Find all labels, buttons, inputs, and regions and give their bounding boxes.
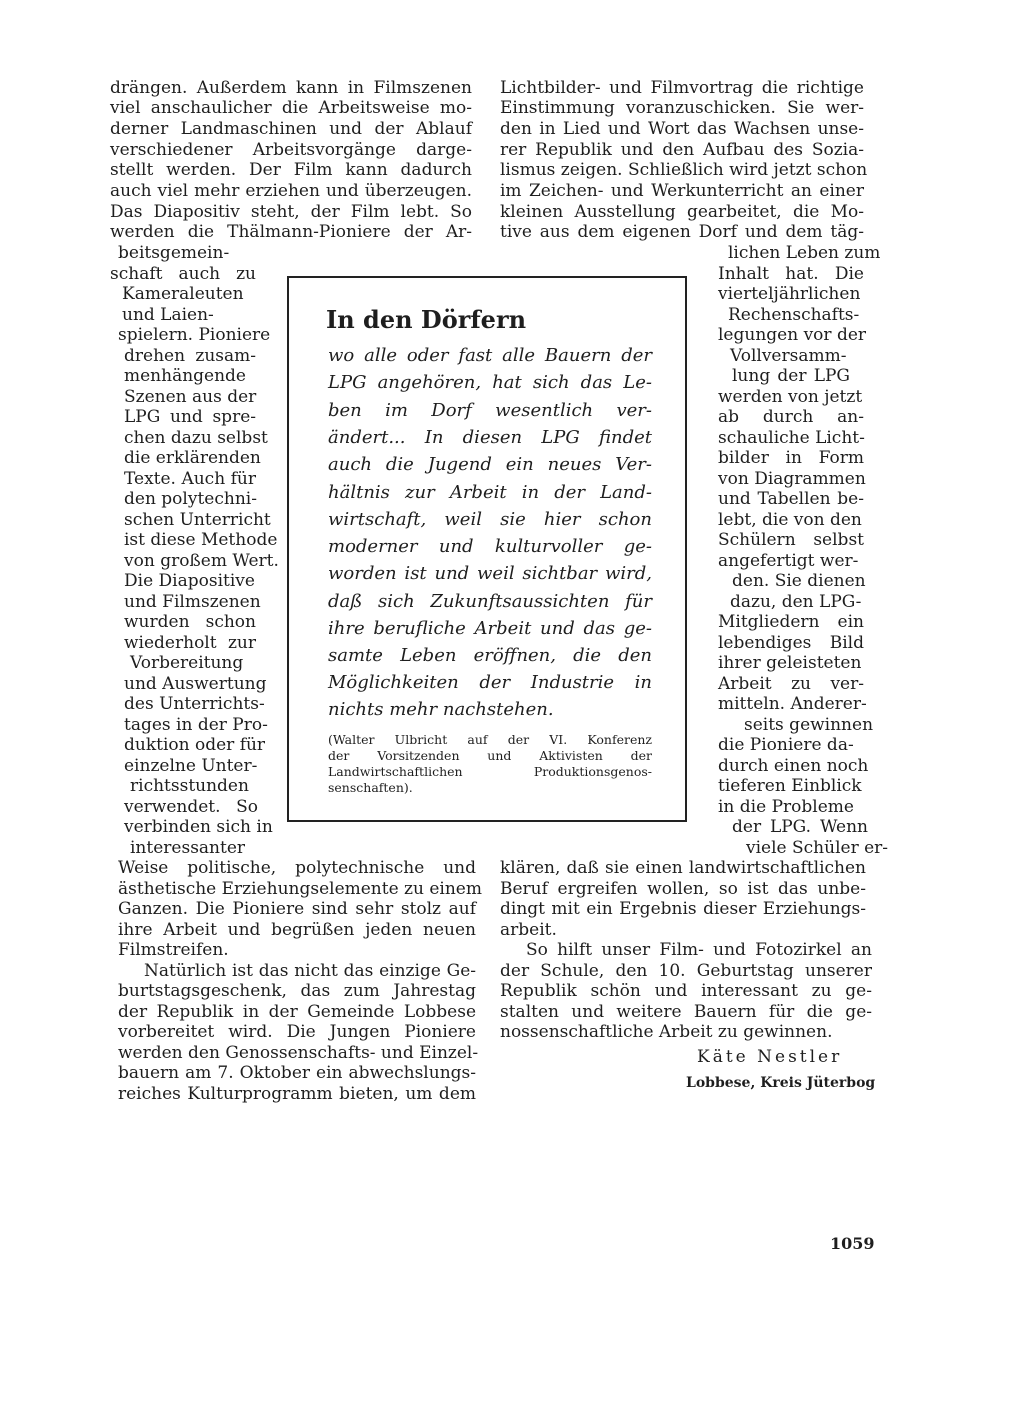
right-narrow-line: werden von jetzt: [718, 387, 863, 407]
left-top-line: viel anschaulicher die Arbeitsweise mo-: [110, 98, 472, 118]
left-narrow-line: chen dazu selbst: [124, 428, 268, 448]
right-narrow-line: lebt, die von den: [718, 510, 862, 530]
right-narrow-line: lung der LPG: [732, 366, 850, 386]
quote-line: auch die Jugend ein neues Ver-: [328, 454, 652, 475]
right-bottom-line: stalten und weitere Bauern für die ge-: [500, 1002, 872, 1022]
right-narrow-line: seits gewinnen: [744, 715, 874, 735]
quote-source-line: (Walter Ulbricht auf der VI. Konferenz: [328, 732, 652, 747]
right-narrow-line: ab durch an-: [718, 407, 864, 427]
left-bottom-line: werden den Genossenschafts- und Einzel-: [118, 1043, 479, 1063]
right-narrow-line: legungen vor der: [718, 325, 867, 345]
left-top-line: derner Landmaschinen und der Ablauf: [110, 119, 472, 139]
left-narrow-line: beitsgemein-: [118, 243, 230, 263]
left-narrow-line: einzelne Unter-: [124, 756, 258, 776]
left-narrow-line: LPG und spre-: [124, 407, 256, 427]
right-narrow-line: den. Sie dienen: [732, 571, 866, 591]
quote-line: ändert... In diesen LPG findet: [328, 427, 652, 448]
right-bottom-line: Republik schön und interessant zu ge-: [500, 981, 872, 1001]
left-bottom-line: der Republik in der Gemeinde Lobbese: [118, 1002, 476, 1022]
left-bottom-line: ästhetische Erziehungselemente zu einem: [118, 879, 482, 899]
right-top-line: kleinen Ausstellung gearbeitet, die Mo-: [500, 202, 864, 222]
left-narrow-line: wiederholt zur: [124, 633, 256, 653]
right-top-line: Lichtbilder- und Filmvortrag die richtige: [500, 78, 864, 98]
right-narrow-line: ihrer geleisteten: [718, 653, 862, 673]
quote-source-line: Landwirtschaftlichen Produktionsgenos-: [328, 764, 652, 779]
right-bottom-line: nossenschaftliche Arbeit zu gewinnen.: [500, 1022, 833, 1042]
left-narrow-line: spielern. Pioniere: [118, 325, 271, 345]
right-narrow-line: angefertigt wer-: [718, 551, 859, 571]
left-top-line: verschiedener Arbeitsvorgänge darge-: [110, 140, 472, 160]
left-narrow-line: schaft auch zu: [110, 264, 256, 284]
left-top-line: stellt werden. Der Film kann dadurch: [110, 160, 472, 180]
right-narrow-line: vierteljährlichen: [718, 284, 861, 304]
right-top-line: den in Lied und Wort das Wachsen unse-: [500, 119, 864, 139]
left-narrow-line: menhängende: [124, 366, 246, 386]
quote-source-line: senschaften).: [328, 780, 413, 795]
author-location: Lobbese, Kreis Jüterbog: [686, 1075, 876, 1091]
left-top-line: Das Diapositiv steht, der Film lebt. So: [110, 202, 472, 222]
right-narrow-line: dazu, den LPG-: [730, 592, 862, 612]
quote-line: nichts mehr nachstehen.: [328, 699, 554, 720]
left-narrow-line: und Filmszenen: [124, 592, 261, 612]
right-narrow-line: Schülern selbst: [718, 530, 864, 550]
right-narrow-line: Vollversamm-: [730, 346, 847, 366]
left-narrow-line: und Laien-: [122, 305, 214, 325]
left-bottom-line: ihre Arbeit und begrüßen jeden neuen: [118, 920, 476, 940]
left-top-line: drängen. Außerdem kann in Filmszenen: [110, 78, 472, 98]
quote-line: ben im Dorf wesentlich ver-: [328, 400, 652, 421]
left-narrow-line: Vorbereitung: [130, 653, 244, 673]
right-narrow-line: in die Probleme: [718, 797, 854, 817]
right-bottom-line: dingt mit ein Ergebnis dieser Erziehungs-: [500, 899, 866, 919]
left-narrow-line: von großem Wert.: [124, 551, 279, 571]
left-narrow-line: interessanter: [130, 838, 246, 858]
quote-line: LPG angehören, hat sich das Le-: [328, 372, 652, 393]
right-bottom-line: So hilft unser Film- und Fotozirkel an: [526, 940, 872, 960]
right-top-line: tive aus dem eigenen Dorf und dem täg-: [500, 222, 864, 242]
quote-box-title: In den Dörfern: [326, 305, 527, 334]
right-bottom-line: der Schule, den 10. Geburtstag unserer: [500, 961, 872, 981]
right-top-line: rer Republik und den Aufbau des Sozia-: [500, 140, 864, 160]
quote-line: wo alle oder fast alle Bauern der: [328, 345, 652, 366]
left-bottom-line: vorbereitet wird. Die Jungen Pioniere: [118, 1022, 476, 1042]
right-narrow-line: schauliche Licht-: [718, 428, 865, 448]
left-narrow-line: Texte. Auch für: [124, 469, 256, 489]
right-narrow-line: tieferen Einblick: [718, 776, 862, 796]
left-narrow-line: und Auswertung: [124, 674, 267, 694]
right-narrow-line: der LPG. Wenn: [732, 817, 868, 837]
quote-line: Möglichkeiten der Industrie in: [328, 672, 652, 693]
right-narrow-line: viele Schüler er-: [746, 838, 889, 858]
quote-line: hältnis zur Arbeit in der Land-: [328, 482, 652, 503]
left-narrow-line: verbinden sich in: [124, 817, 273, 837]
right-bottom-line: Beruf ergreifen wollen, so ist das unbe-: [500, 879, 866, 899]
left-narrow-line: Die Diapositive: [124, 571, 255, 591]
left-bottom-line: Natürlich ist das nicht das einzige Ge-: [144, 961, 476, 981]
right-narrow-line: von Diagrammen: [718, 469, 866, 489]
left-narrow-line: die erklärenden: [124, 448, 261, 468]
left-bottom-line: Filmstreifen.: [118, 940, 229, 960]
left-top-line: werden die Thälmann-Pioniere der Ar-: [110, 222, 472, 242]
left-bottom-line: reiches Kulturprogramm bieten, um dem: [118, 1084, 476, 1104]
left-narrow-line: duktion oder für: [124, 735, 266, 755]
right-narrow-line: lichen Leben zum: [728, 243, 881, 263]
quote-line: worden ist und weil sichtbar wird,: [328, 563, 652, 584]
left-narrow-line: Kameraleuten: [122, 284, 244, 304]
right-narrow-line: bilder in Form: [718, 448, 864, 468]
quote-line: wirtschaft, weil sie hier schon: [328, 509, 652, 530]
author-signature: Käte Nestler: [697, 1047, 843, 1067]
left-narrow-line: des Unterrichts-: [124, 694, 265, 714]
left-top-line: auch viel mehr erziehen und überzeugen.: [110, 181, 472, 201]
right-narrow-line: durch einen noch: [718, 756, 869, 776]
left-narrow-line: drehen zusam-: [124, 346, 256, 366]
right-narrow-line: Inhalt hat. Die: [718, 264, 864, 284]
right-narrow-line: lebendiges Bild: [718, 633, 864, 653]
quote-line: ihre berufliche Arbeit und das ge-: [328, 618, 652, 639]
quote-line: moderner und kulturvoller ge-: [328, 536, 652, 557]
right-narrow-line: mitteln. Anderer-: [718, 694, 867, 714]
right-narrow-line: und Tabellen be-: [718, 489, 864, 509]
left-narrow-line: den polytechni-: [124, 489, 257, 509]
left-narrow-line: schen Unterricht: [124, 510, 271, 530]
left-narrow-line: tages in der Pro-: [124, 715, 268, 735]
right-narrow-line: Rechenschafts-: [728, 305, 860, 325]
quote-line: daß sich Zukunftsaussichten für: [328, 591, 652, 612]
right-bottom-line: klären, daß sie einen landwirtschaftlichen: [500, 858, 866, 878]
left-bottom-line: Ganzen. Die Pioniere sind sehr stolz auf: [118, 899, 476, 919]
left-narrow-line: wurden schon: [124, 612, 256, 632]
left-narrow-line: richtsstunden: [130, 776, 249, 796]
right-bottom-line: arbeit.: [500, 920, 557, 940]
right-top-line: im Zeichen- und Werkunterricht an einer: [500, 181, 864, 201]
left-bottom-line: Weise politische, polytechnische und: [118, 858, 476, 878]
quote-source-line: der Vorsitzenden und Aktivisten der: [328, 748, 652, 763]
right-top-line: Einstimmung voranzuschicken. Sie wer-: [500, 98, 864, 118]
left-narrow-line: ist diese Methode: [124, 530, 278, 550]
page-number: 1059: [830, 1234, 875, 1253]
quote-line: samte Leben eröffnen, die den: [328, 645, 652, 666]
right-narrow-line: die Pioniere da-: [718, 735, 854, 755]
right-narrow-line: Arbeit zu ver-: [718, 674, 864, 694]
left-narrow-line: Szenen aus der: [124, 387, 257, 407]
right-top-line: lismus zeigen. Schließlich wird jetzt schon: [500, 160, 868, 180]
left-narrow-line: verwendet. So: [124, 797, 258, 817]
left-bottom-line: bauern am 7. Oktober ein abwechslungs-: [118, 1063, 476, 1083]
left-bottom-line: burtstagsgeschenk, das zum Jahrestag: [118, 981, 476, 1001]
right-narrow-line: Mitgliedern ein: [718, 612, 864, 632]
